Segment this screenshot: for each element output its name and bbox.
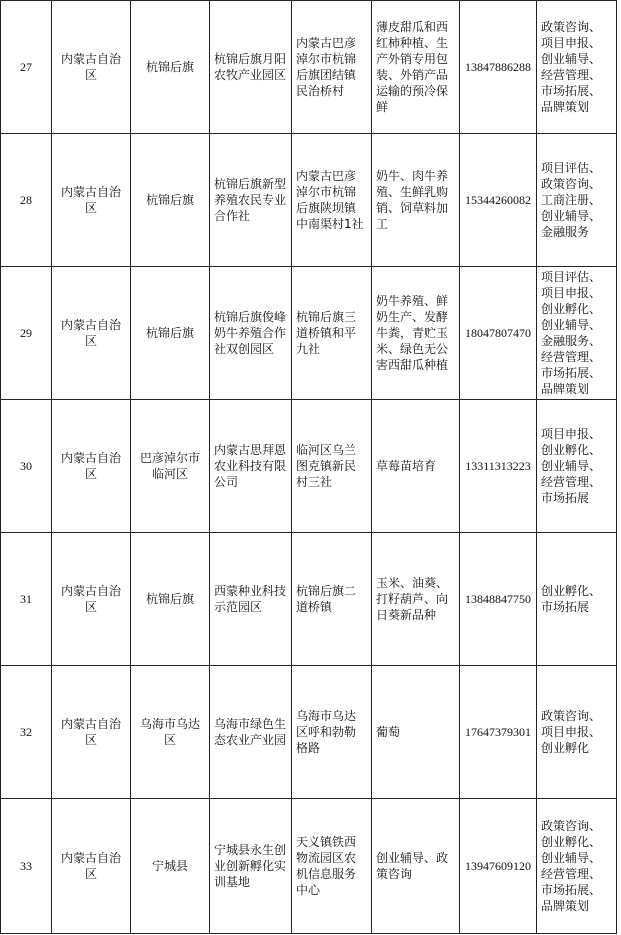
row-number: 31 bbox=[1, 533, 52, 666]
phone-cell: 18047807470 bbox=[460, 267, 537, 400]
services-cell: 政策咨询、项目申报、创业孵化 bbox=[537, 666, 617, 799]
row-number: 27 bbox=[1, 1, 52, 134]
services-cell: 创业孵化、市场拓展 bbox=[537, 533, 617, 666]
phone-cell: 13947609120 bbox=[460, 799, 537, 934]
address-cell: 杭锦后旗三道桥镇和平九社 bbox=[292, 267, 372, 400]
services-cell: 项目评估、政策咨询、工商注册、创业辅导、金融服务 bbox=[537, 134, 617, 267]
base-name-cell: 内蒙古思拜恩农业科技有限公司 bbox=[210, 400, 292, 533]
base-name-cell: 宁城县永生创业创新孵化实训基地 bbox=[210, 799, 292, 934]
table-row bbox=[1, 267, 617, 400]
phone-cell: 15344260082 bbox=[460, 134, 537, 267]
table-row bbox=[1, 799, 617, 934]
business-cell: 奶牛养殖、鲜奶生产、发酵牛粪，青贮玉米、绿色无公害西甜瓜种植 bbox=[372, 267, 460, 400]
phone-cell: 13311313223 bbox=[460, 400, 537, 533]
city-cell: 宁城县 bbox=[131, 799, 210, 934]
table-row bbox=[1, 533, 617, 666]
business-cell: 葡萄 bbox=[372, 666, 460, 799]
business-cell: 薄皮甜瓜和西红柿种植、生产外销专用包装、外销产品运输的预冷保鲜 bbox=[372, 1, 460, 134]
address-cell: 内蒙古巴彦淖尔市杭锦后旗陕坝镇中南渠村1社 bbox=[292, 134, 372, 267]
province-cell: 内蒙古自治区 bbox=[52, 1, 131, 134]
city-cell: 杭锦后旗 bbox=[131, 134, 210, 267]
city-cell: 杭锦后旗 bbox=[131, 267, 210, 400]
province-cell: 内蒙古自治区 bbox=[52, 799, 131, 934]
services-cell: 项目评估、项目申报、创业孵化、创业辅导、金融服务、经营管理、市场拓展、品牌策划 bbox=[537, 267, 617, 400]
row-number: 29 bbox=[1, 267, 52, 400]
province-cell: 内蒙古自治区 bbox=[52, 134, 131, 267]
services-cell: 项目申报、创业孵化、创业辅导、经营管理、市场拓展 bbox=[537, 400, 617, 533]
row-number: 32 bbox=[1, 666, 52, 799]
address-cell: 临河区乌兰图克镇新民村三社 bbox=[292, 400, 372, 533]
city-cell: 杭锦后旗 bbox=[131, 1, 210, 134]
business-cell: 创业辅导、政策咨询 bbox=[372, 799, 460, 934]
table-row bbox=[1, 400, 617, 533]
base-name-cell: 西蒙种业科技示范园区 bbox=[210, 533, 292, 666]
business-cell: 奶牛、肉牛养殖、生鲜乳购销、饲草料加工 bbox=[372, 134, 460, 267]
table-row bbox=[1, 134, 617, 267]
table-row bbox=[1, 1, 617, 134]
province-cell: 内蒙古自治区 bbox=[52, 267, 131, 400]
base-name-cell: 乌海市绿色生态农业产业园 bbox=[210, 666, 292, 799]
base-name-cell: 杭锦后旗俊峰奶牛养殖合作社双创园区 bbox=[210, 267, 292, 400]
business-cell: 草莓苗培育 bbox=[372, 400, 460, 533]
address-cell: 天义镇铁西物流园区农机信息服务中心 bbox=[292, 799, 372, 934]
city-cell: 乌海市乌达区 bbox=[131, 666, 210, 799]
province-cell: 内蒙古自治区 bbox=[52, 666, 131, 799]
address-cell: 乌海市乌达区呼和勃勒格路 bbox=[292, 666, 372, 799]
row-number: 28 bbox=[1, 134, 52, 267]
address-cell: 杭锦后旗二道桥镇 bbox=[292, 533, 372, 666]
base-name-cell: 杭锦后旗新型养殖农民专业合作社 bbox=[210, 134, 292, 267]
city-cell: 杭锦后旗 bbox=[131, 533, 210, 666]
row-number: 33 bbox=[1, 799, 52, 934]
row-number: 30 bbox=[1, 400, 52, 533]
business-cell: 玉米、油葵、打籽葫芦、向日葵新品种 bbox=[372, 533, 460, 666]
services-cell: 政策咨询、创业孵化、创业辅导、经营管理、市场拓展、品牌策划 bbox=[537, 799, 617, 934]
province-cell: 内蒙古自治区 bbox=[52, 400, 131, 533]
province-cell: 内蒙古自治区 bbox=[52, 533, 131, 666]
base-name-cell: 杭锦后旗月阳农牧产业园区 bbox=[210, 1, 292, 134]
city-cell: 巴彦淖尔市临河区 bbox=[131, 400, 210, 533]
phone-cell: 17647379301 bbox=[460, 666, 537, 799]
table-row bbox=[1, 666, 617, 799]
address-cell: 内蒙古巴彦淖尔市杭锦后旗团结镇民治桥村 bbox=[292, 1, 372, 134]
services-cell: 政策咨询、项目申报、创业辅导、经营管理、市场拓展、品牌策划 bbox=[537, 1, 617, 134]
phone-cell: 13848847750 bbox=[460, 533, 537, 666]
phone-cell: 13847886288 bbox=[460, 1, 537, 134]
